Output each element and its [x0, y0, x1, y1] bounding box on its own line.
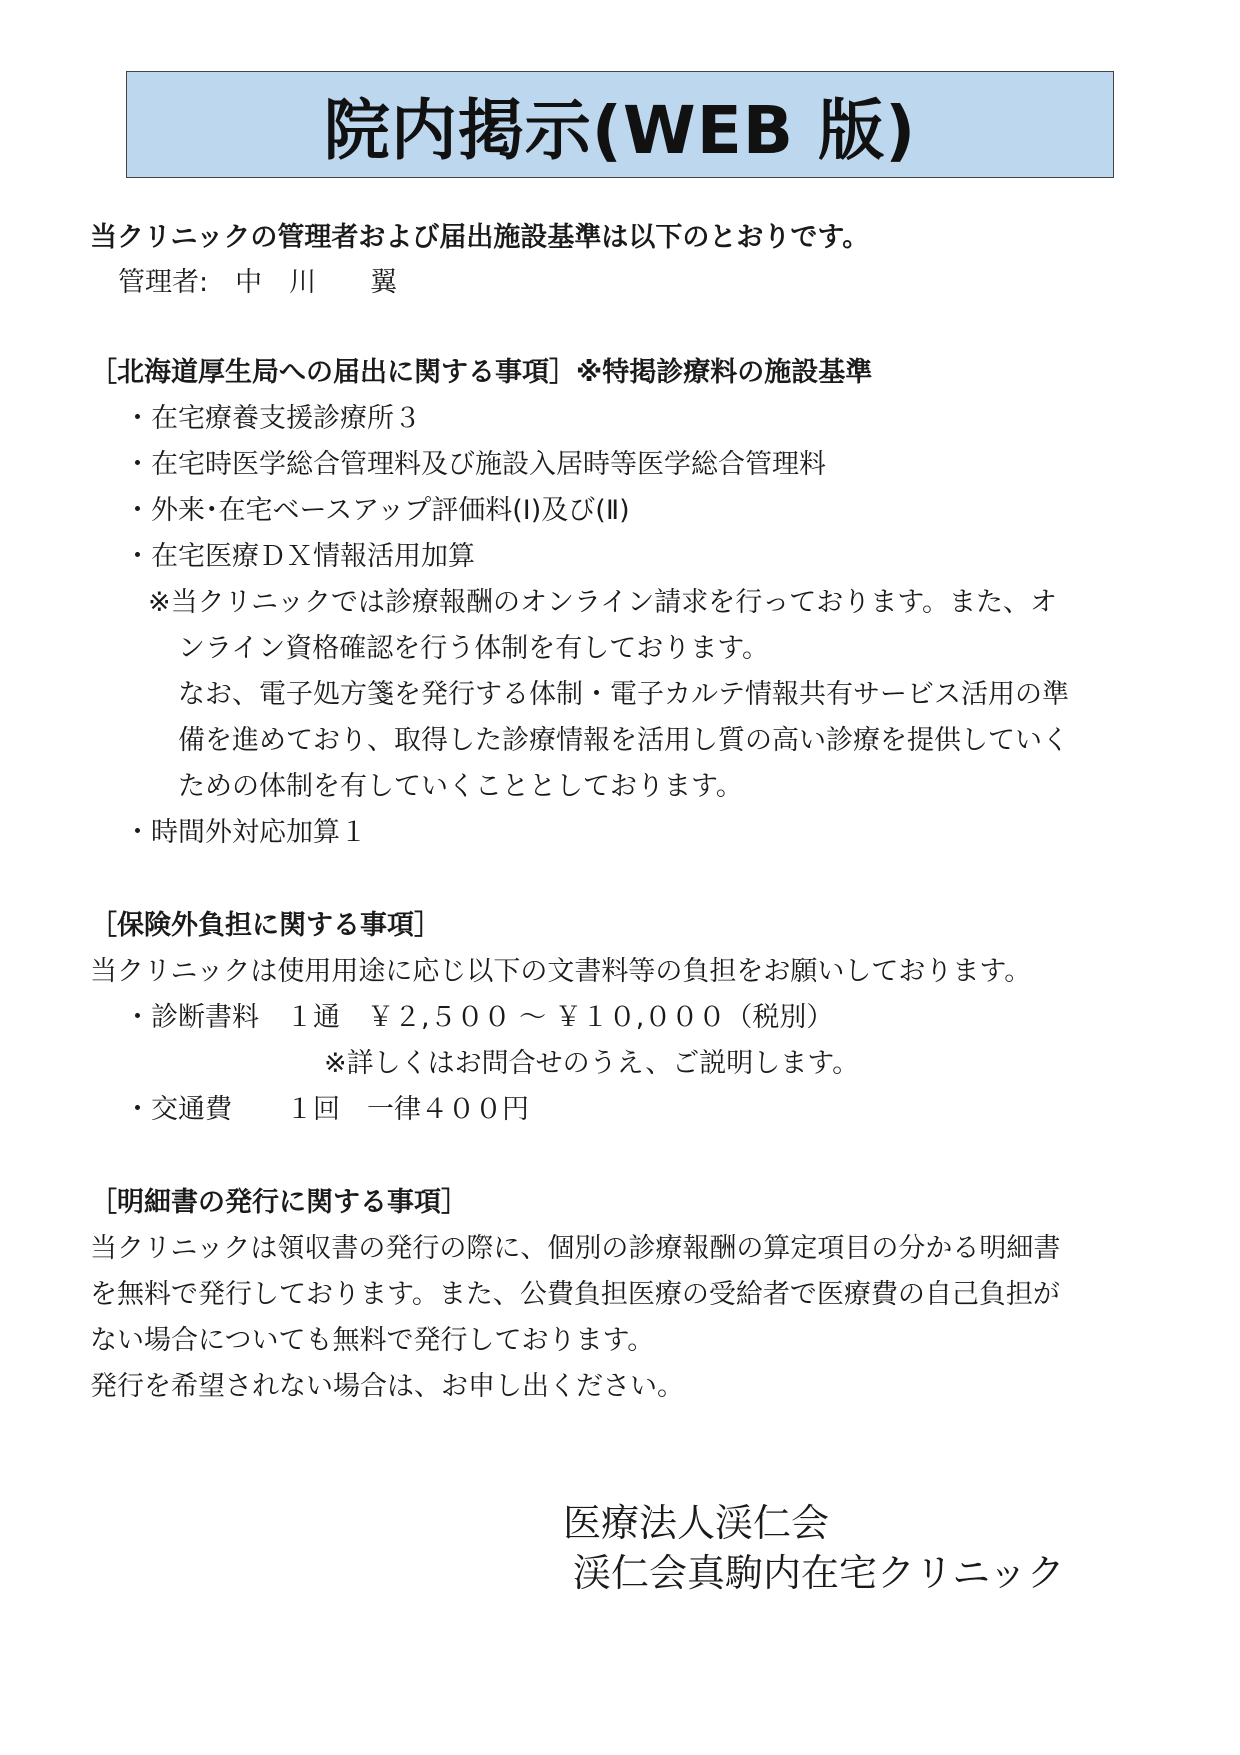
manager-line: 管理者: 中 川 翼	[118, 267, 398, 298]
section2-lead: 当クリニックは使用用途に応じ以下の文書料等の負担をお願いしております。	[90, 956, 1032, 987]
note-line: 備を進めており、取得した診療情報を活用し質の高い診療を提供していく	[178, 725, 1069, 756]
body-line: ない場合についても無料で発行しております。	[90, 1325, 655, 1356]
list-item: ・外来･在宅ベースアップ評価料(Ⅰ)及び(Ⅱ)	[124, 495, 630, 526]
body-line: 発行を希望されない場合は、お申し出ください。	[90, 1371, 684, 1402]
clinic-name: 渓仁会真駒内在宅クリニック	[573, 1551, 1065, 1595]
list-item: ・在宅療養支援診療所３	[124, 403, 421, 434]
fee-diagnosis: ・診断書料 １通 ￥２,５００ ～ ￥１０,０００（税別）	[124, 1002, 834, 1033]
list-item: ・在宅時医学総合管理料及び施設入居時等医学総合管理料	[124, 449, 826, 480]
corporation-name: 医療法人渓仁会	[563, 1501, 830, 1545]
fee-note: ※詳しくはお問合せのうえ、ご説明します。	[324, 1048, 860, 1079]
note-line: ※当クリニックでは診療報酬のオンライン請求を行っております。また、オ	[148, 587, 1058, 618]
section3-heading: ［明細書の発行に関する事項］	[90, 1187, 468, 1218]
section2-heading: ［保険外負担に関する事項］	[90, 910, 441, 941]
note-line: ンライン資格確認を行う体制を有しております。	[178, 633, 770, 664]
note-line: ための体制を有していくこととしております。	[178, 771, 743, 802]
fee-transport: ・交通費 １回 一律４００円	[124, 1094, 529, 1125]
note-line: なお、電子処方箋を発行する体制・電子カルテ情報共有サービス活用の準	[178, 679, 1069, 710]
body-line: 当クリニックは領収書の発行の際に、個別の診療報酬の算定項目の分かる明細書	[90, 1233, 1061, 1264]
list-item: ・在宅医療ＤＸ情報活用加算	[124, 541, 475, 572]
section1-heading: ［北海道厚生局への届出に関する事項］※特掲診療料の施設基準	[90, 357, 873, 388]
page-title: 院内掲示(WEB 版)	[323, 92, 917, 169]
body-line: を無料で発行しております。また、公費負担医療の受給者で医療費の自己負担が	[90, 1279, 1060, 1310]
list-item: ・時間外対応加算１	[124, 817, 367, 848]
intro-lead: 当クリニックの管理者および届出施設基準は以下のとおりです。	[90, 222, 870, 253]
title-banner	[126, 71, 1114, 178]
